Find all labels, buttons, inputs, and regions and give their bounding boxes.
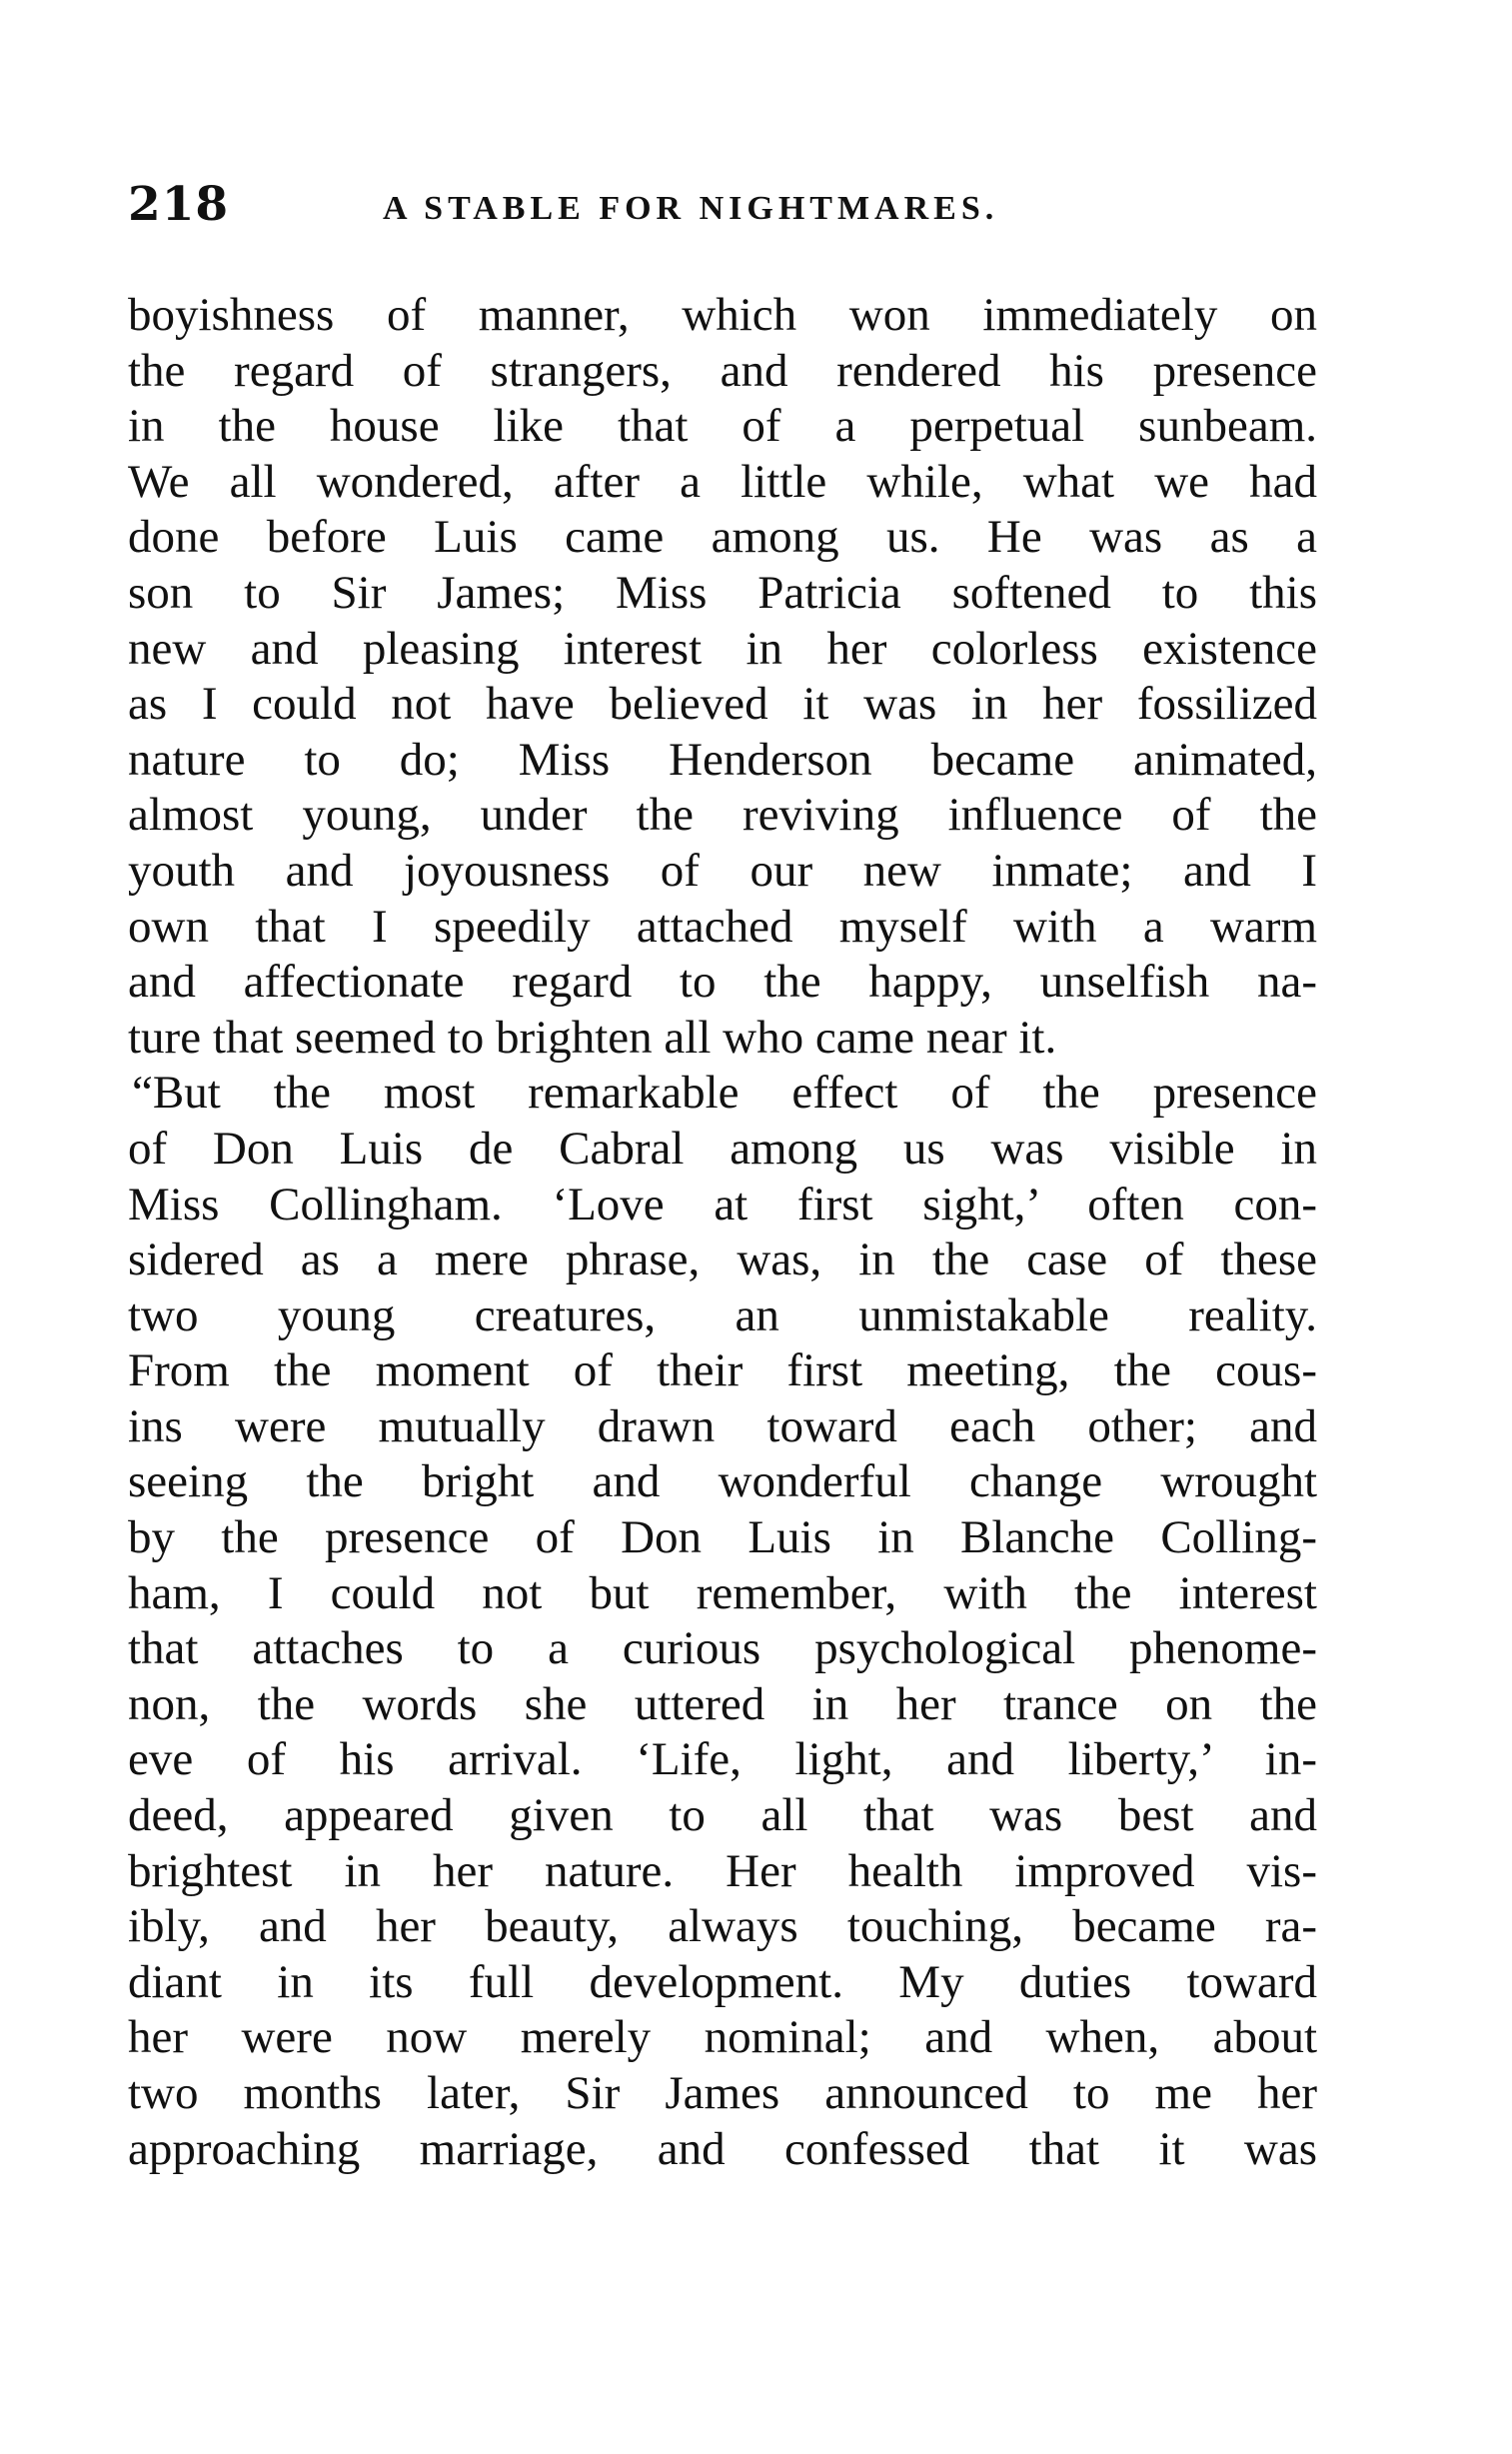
- running-title: A STABLE FOR NIGHTMARES.: [383, 190, 999, 227]
- text-line: ins were mutually drawn toward each other; and: [128, 1399, 1317, 1452]
- text-line: son to Sir James; Miss Patricia softened to this: [128, 566, 1317, 619]
- text-line: nature to do; Miss Henderson became animated,: [128, 733, 1317, 786]
- text-line: ibly, and her beauty, always touching, became ra-: [128, 1900, 1317, 1953]
- body-text: [128, 288, 1317, 2177]
- text-line: approaching marriage, and confessed that it was: [128, 2122, 1317, 2175]
- text-line: ham, I could not but remember, with the interest: [128, 1566, 1317, 1619]
- page-number: 218: [128, 177, 230, 232]
- running-head: [128, 170, 1327, 240]
- text-line: seeing the bright and wonderful change wrought: [128, 1455, 1317, 1508]
- text-line: new and pleasing interest in her colorless existence: [128, 622, 1317, 675]
- text-line: diant in its full development. My duties toward: [128, 1955, 1317, 2008]
- text-line: ture that seemed to brighten all who came near it.: [128, 1011, 1057, 1064]
- text-line: sidered as a mere phrase, was, in the case of these: [128, 1233, 1317, 1286]
- text-line: as I could not have believed it was in her fossilized: [128, 678, 1317, 731]
- text-line: youth and joyousness of our new inmate; and I: [128, 844, 1317, 897]
- text-line: the regard of strangers, and rendered his presence: [128, 344, 1317, 397]
- text-line: Miss Collingham. ‘Love at first sight,’ often con-: [128, 1178, 1317, 1230]
- text-line: almost young, under the reviving influence of the: [128, 789, 1317, 842]
- text-line: done before Luis came among us. He was as a: [128, 511, 1317, 564]
- text-line: non, the words she uttered in her trance on the: [128, 1677, 1317, 1730]
- text-line: that attaches to a curious psychological phenome-: [128, 1622, 1317, 1675]
- text-line: two months later, Sir James announced to me her: [128, 2067, 1317, 2119]
- text-line: deed, appeared given to all that was best and: [128, 1789, 1317, 1842]
- text-line: own that I speedily attached myself with a warm: [128, 900, 1317, 953]
- text-line: We all wondered, after a little while, what we had: [128, 455, 1317, 508]
- text-line: of Don Luis de Cabral among us was visible in: [128, 1122, 1317, 1175]
- text-line: brightest in her nature. Her health improved vis-: [128, 1844, 1317, 1897]
- text-line: two young creatures, an unmistakable reality.: [128, 1288, 1317, 1341]
- text-line: boyishness of manner, which won immediately on: [128, 289, 1317, 341]
- text-line: eve of his arrival. ‘Life, light, and liberty,’ in-: [128, 1733, 1317, 1786]
- text-line: and affectionate regard to the happy, unselfish na-: [128, 956, 1317, 1009]
- text-line: by the presence of Don Luis in Blanche Colling-: [128, 1511, 1317, 1564]
- text-line: her were now merely nominal; and when, about: [128, 2011, 1317, 2064]
- text-line: “But the most remarkable effect of the presence: [132, 1067, 1317, 1120]
- text-line: in the house like that of a perpetual sunbeam.: [128, 400, 1317, 453]
- text-line: From the moment of their first meeting, the cous-: [128, 1344, 1317, 1397]
